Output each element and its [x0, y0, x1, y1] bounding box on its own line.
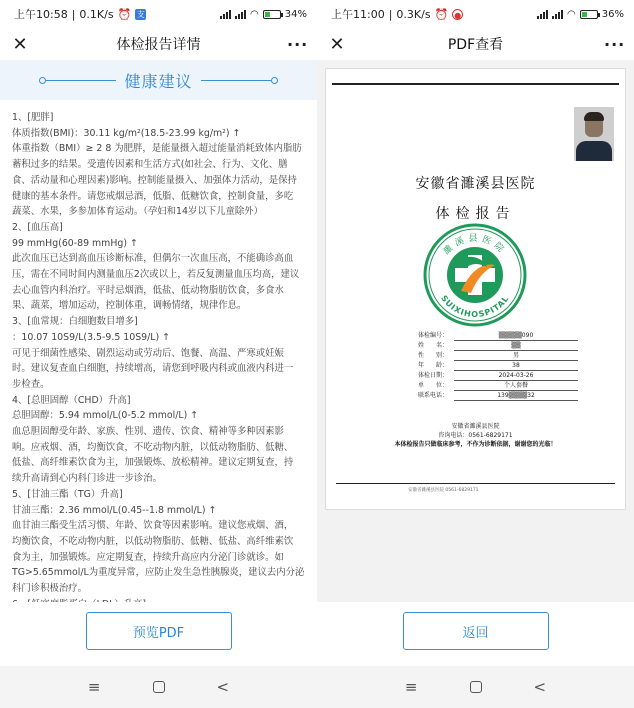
- section-divider-right: [201, 77, 278, 84]
- network-speed: 0.1K/s: [79, 7, 114, 21]
- patient-info-row: [418, 361, 578, 371]
- advice-line: 此次血压已达到高血压诊断标准，但偶尔一次血压高，不能确诊高血: [12, 253, 294, 265]
- advice-line: TG>5.65mmol/L为重度异常，应防止发生急性胰腺炎，建议去内分泌: [12, 567, 305, 579]
- advice-line: 可见于细菌性感染、剧烈运动或劳动后、饱餐、高温、严寒或妊娠: [12, 347, 284, 359]
- title-bar: [0, 28, 317, 60]
- logo-text-en: SUIXIHOSPITAL: [439, 293, 511, 320]
- bottom-action-bar: [0, 602, 317, 666]
- footer-note: 本体检报告只做临床参考，不作为诊断依据，谢谢您的光临！: [394, 441, 557, 448]
- field-value: ▒▒: [454, 341, 578, 351]
- pdf-page: [325, 68, 626, 510]
- field-value: 个人套餐: [454, 381, 578, 391]
- pdf-bottom-note: 安徽省濉溪县医院 0561-6829171: [408, 488, 479, 493]
- advice-line: 5、[甘油三酯（TG）升高]: [12, 488, 123, 500]
- back-icon[interactable]: <: [216, 678, 230, 696]
- patient-info-fields: [418, 331, 578, 401]
- advice-line: 4、[总胆固醇（CHD）升高]: [12, 394, 131, 406]
- advice-line: 食、活动量和心理因素)影响。控制能量摄入、加强体力活动，是保持: [12, 174, 297, 186]
- field-label: 年 龄：: [418, 362, 449, 369]
- field-value: 男: [454, 351, 578, 361]
- signal-icon-2: [552, 9, 563, 19]
- field-label: 体检编号：: [418, 332, 449, 339]
- advice-line: 蔬菜、水果，多参加体育运动。（孕妇和14岁以下儿童除外）: [12, 206, 263, 218]
- hospital-name: 安徽省濉溪县医院: [415, 176, 536, 192]
- signal-icon: [220, 9, 231, 19]
- pdf-top-rule: [332, 83, 619, 85]
- advice-line: 响。应戒烟、酒，均衡饮食，不吃动物内脏，以低动物脂肪、低糖、: [12, 441, 294, 453]
- advice-line: 总胆固醇：5.94 mmol/L(0-5.2 mmol/L) ↑: [12, 410, 199, 422]
- back-icon[interactable]: <: [533, 678, 547, 696]
- menu-icon[interactable]: ≡: [404, 678, 418, 696]
- wifi-icon: ◠: [567, 8, 576, 20]
- advice-line: 压，需在不同时间内测量血压2次或以上，若反复测量血压均高，建议: [12, 269, 300, 281]
- more-icon[interactable]: ···: [604, 34, 626, 54]
- patient-info-row: [418, 341, 578, 351]
- network-speed: 0.3K/s: [396, 7, 431, 21]
- advice-line: 2、[血压高]: [12, 221, 63, 233]
- field-label: 联系电话：: [418, 392, 449, 399]
- bottom-action-bar: [317, 602, 634, 666]
- system-nav-bar: [0, 666, 317, 708]
- app-notification-icon: ●: [452, 9, 463, 20]
- patient-info-row: [418, 371, 578, 381]
- status-bar: 上午11:00 | 0.3K/s ⏰ ● ◠ 36%: [317, 0, 634, 28]
- hospital-logo-icon: [421, 221, 529, 329]
- section-divider-left: [39, 77, 116, 84]
- advice-line: 体重指数（BMI）≥ 2 8 为肥胖，是能量摄入超过能量消耗致体内脂肪: [12, 143, 302, 155]
- advice-line: 蓄积过多的结果。受遗传因素和生活方式(如社会、行为、文化、膳: [12, 159, 288, 171]
- status-time: 上午10:58: [14, 8, 68, 21]
- battery-percent: 36%: [601, 8, 624, 20]
- advice-line: 续升高请到心内科门诊进一步诊治。: [12, 473, 163, 485]
- pdf-bottom-rule: [336, 483, 615, 484]
- advice-line: 血甘油三酯受生活习惯、年龄、饮食等因素影响。建议您戒烟、酒，: [12, 520, 294, 532]
- battery-icon: [580, 10, 598, 19]
- status-time: 上午11:00: [331, 8, 385, 21]
- advice-line: 健康的基本条件。请您戒烟忌酒，低脂、低糖饮食，控制食量，多吃: [12, 190, 294, 202]
- close-icon[interactable]: ✕: [12, 33, 28, 55]
- advice-line: 时。建议复查血白细胞，持续增高，请您到呼吸内科或血液内科进一: [12, 363, 294, 375]
- field-label: 单 位：: [418, 382, 449, 389]
- advice-line: 食为主，加强锻炼。应定期复查，持续升高应内分泌门诊就诊。如: [12, 551, 284, 563]
- status-bar: 上午10:58 | 0.1K/s ⏰ 支 ◠ 34%: [0, 0, 317, 28]
- advice-line: 低盐、高纤维素饮食为主，加强锻炼、放松精神。建议定期复查，持: [12, 457, 294, 469]
- system-nav-bar: [317, 666, 634, 708]
- field-label: 性 别：: [418, 352, 449, 359]
- advice-line: 血总胆固醇受年龄、家族、性别、遗传、饮食、精神等多种因素影: [12, 426, 284, 438]
- logo-text-cn: 濉溪县医院: [441, 234, 509, 258]
- battery-percent: 34%: [284, 8, 307, 20]
- advice-line: ：10.07 10S9/L(3.5-9.5 10S9/L) ↑: [12, 331, 170, 343]
- field-value: 2024-03-26: [454, 371, 578, 381]
- battery-icon: [263, 10, 281, 19]
- pdf-viewport[interactable]: [317, 60, 634, 602]
- signal-icon-2: [235, 9, 246, 19]
- page-title: 体检报告详情: [116, 37, 201, 53]
- menu-icon[interactable]: ≡: [87, 678, 101, 696]
- section-title: 健康建议: [124, 71, 193, 91]
- app-notification-icon: 支: [136, 9, 145, 19]
- alarm-icon: ⏰: [117, 7, 132, 21]
- more-icon[interactable]: ···: [287, 34, 309, 54]
- advice-line: 3、[血常规：白细胞数目增多]: [12, 316, 138, 328]
- field-label: 姓 名：: [418, 342, 449, 349]
- footer-phone: 咨询电话：0561-6829171: [438, 432, 513, 439]
- health-advice-list: [0, 100, 317, 608]
- signal-icon: [537, 9, 548, 19]
- field-label: 体检日期：: [418, 372, 449, 379]
- preview-pdf-button[interactable]: 预览PDF: [86, 612, 232, 650]
- advice-line: 去心血管内科治疗。平时忌烟酒，低盐、低动物脂肪饮食，多食水: [12, 284, 284, 296]
- patient-info-row: [418, 331, 578, 341]
- field-value: 139▒▒▒▒32: [454, 391, 578, 401]
- footer-org: 安徽省濉溪县医院: [451, 423, 500, 430]
- home-icon[interactable]: [470, 681, 482, 693]
- section-header: [0, 60, 317, 100]
- advice-line: 99 mmHg(60-89 mmHg) ↑: [12, 237, 138, 249]
- report-title: 体检报告: [435, 206, 516, 222]
- patient-info-row: [418, 381, 578, 391]
- close-icon[interactable]: ✕: [329, 33, 345, 55]
- patient-photo: [574, 107, 614, 161]
- title-bar: [317, 28, 634, 60]
- field-value: 38: [454, 361, 578, 371]
- home-icon[interactable]: [153, 681, 165, 693]
- advice-line: 甘油三酯：2.36 mmol/L(0.45--1.8 mmol/L) ↑: [12, 504, 217, 516]
- alarm-icon: ⏰: [434, 7, 449, 21]
- advice-line: 科门诊积极治疗。: [12, 583, 88, 595]
- advice-line: 果、蔬菜，增加运动，控制体重，调畅情绪，规律作息。: [12, 300, 247, 312]
- field-value: ▒▒▒▒▒090: [454, 331, 578, 341]
- advice-line: 1、[肥胖]: [12, 112, 54, 123]
- advice-line: 均衡饮食，不吃动物内脏，以低动物脂肪、低糖、低盐、高纤维素饮: [12, 535, 294, 547]
- advice-line: 体质指数(BMI)：30.11 kg/m²(18.5-23.99 kg/m²) ↑: [12, 127, 241, 139]
- back-button[interactable]: 返回: [403, 612, 549, 650]
- page-title: PDF查看: [447, 37, 504, 53]
- pdf-viewer-screen: [317, 0, 634, 708]
- patient-info-row: [418, 391, 578, 401]
- patient-info-row: [418, 351, 578, 361]
- advice-line: 步检查。: [12, 378, 50, 390]
- wifi-icon: ◠: [250, 8, 259, 20]
